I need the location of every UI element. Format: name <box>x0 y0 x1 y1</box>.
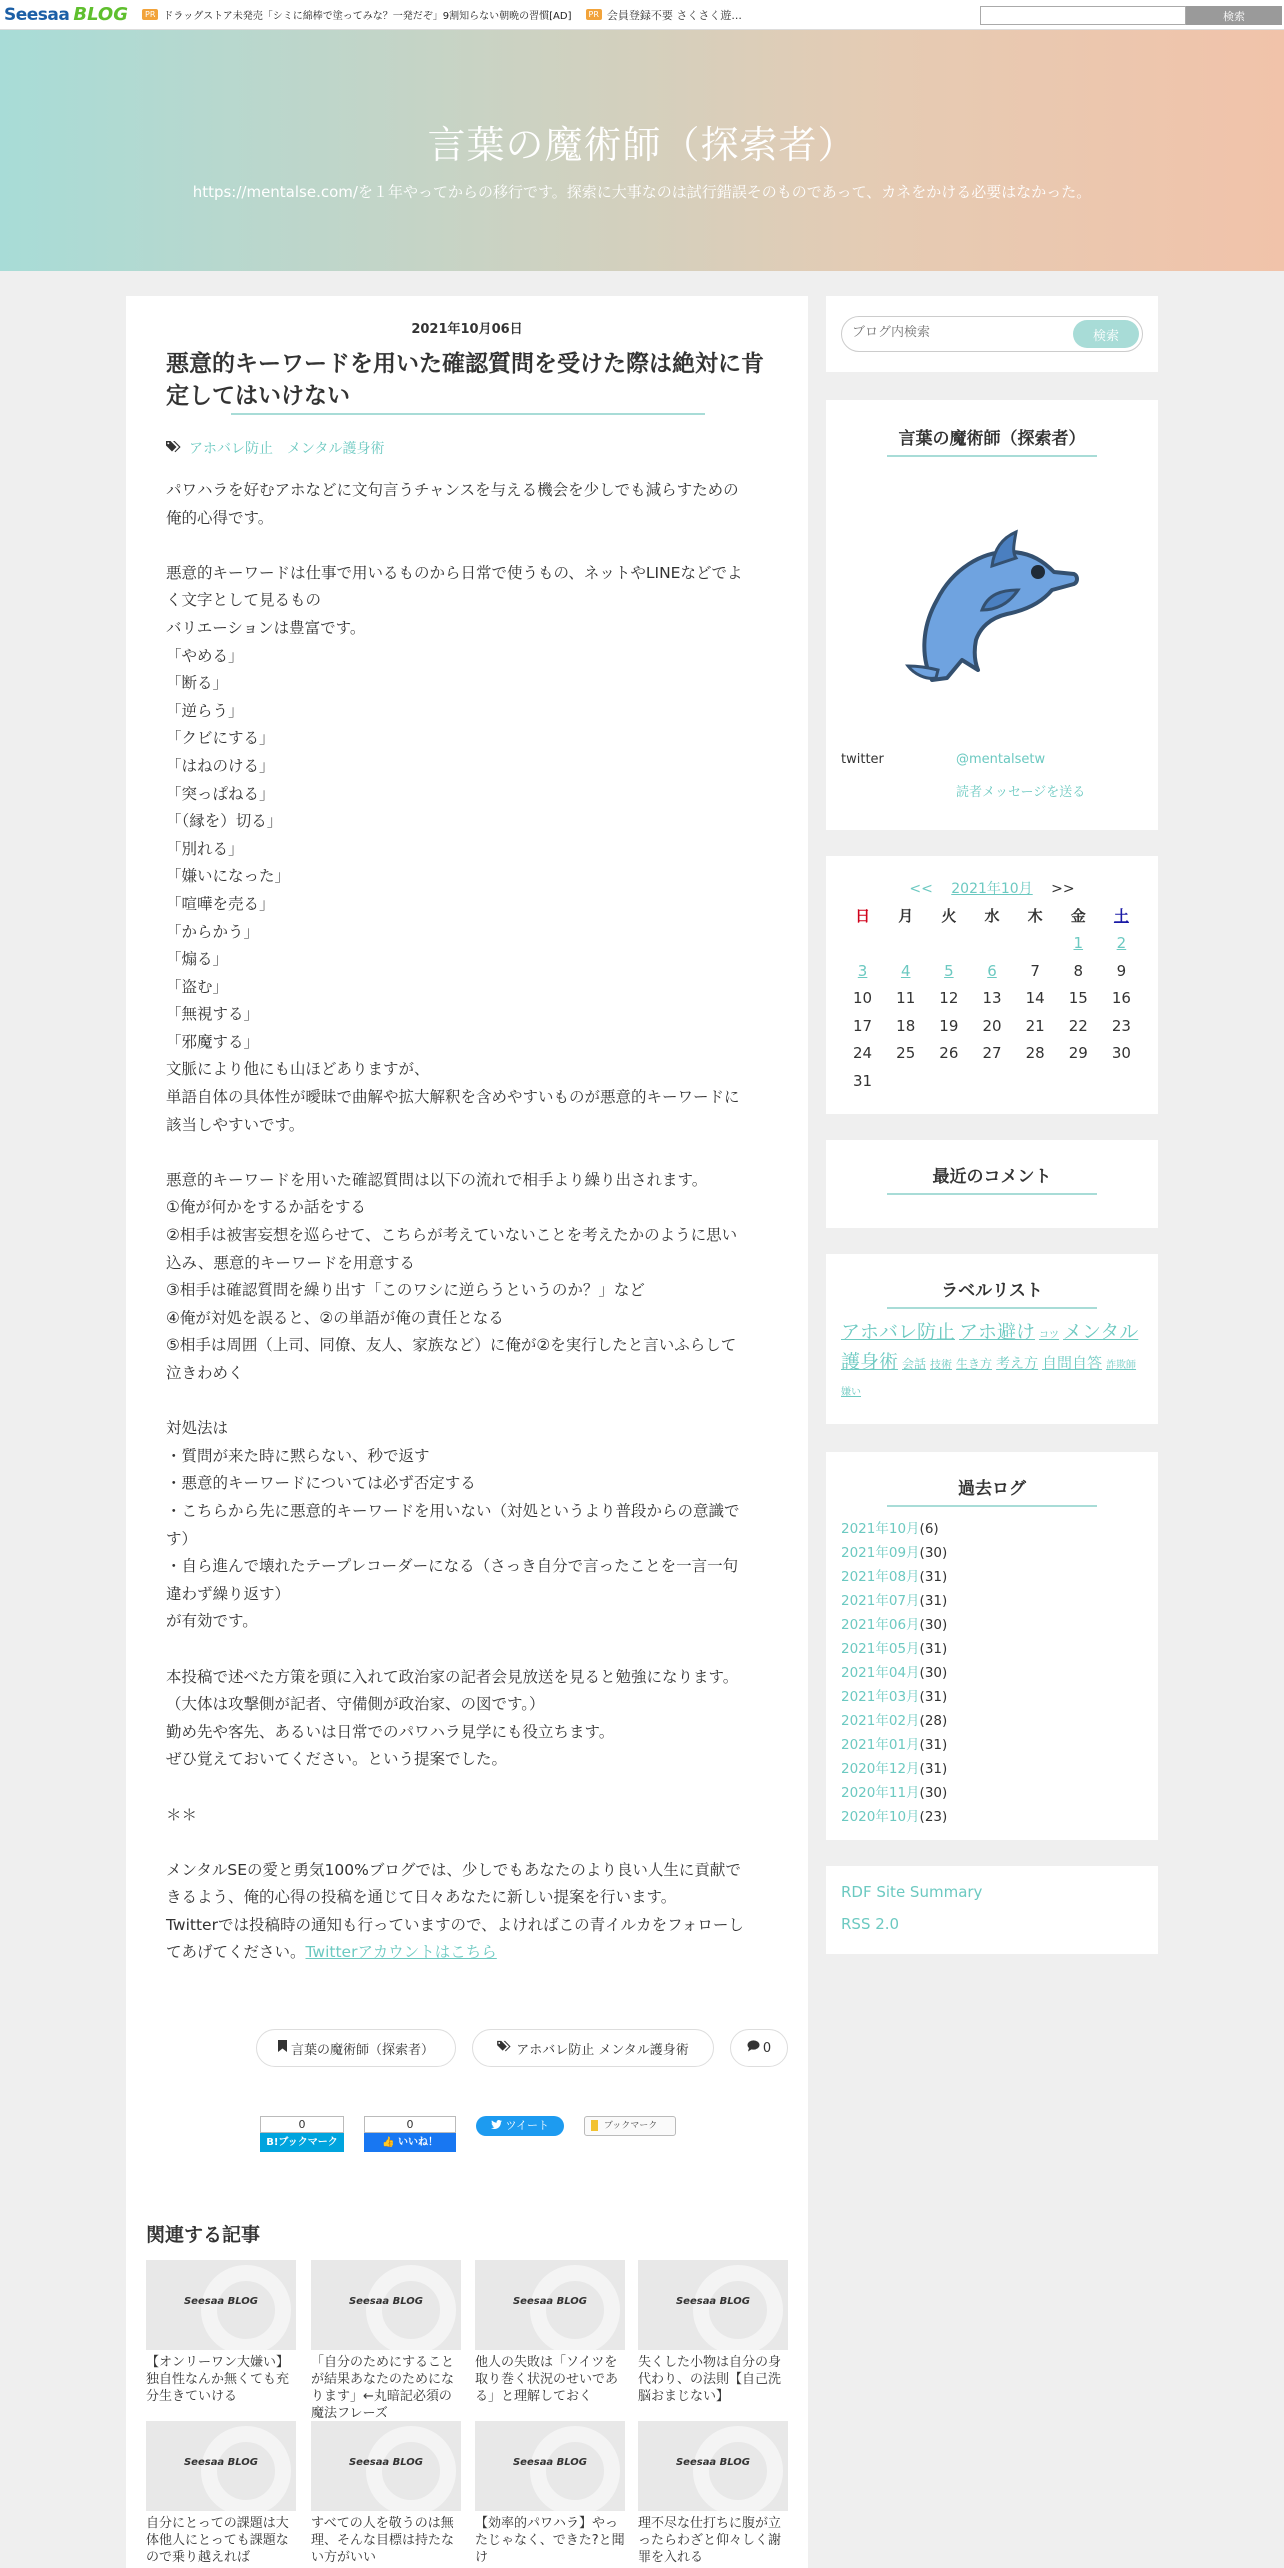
article-body-line: ぜひ覚えておいてください。という提案でした。 <box>166 1750 508 1769</box>
calendar-weekday: 火 <box>941 907 957 926</box>
archive-month-link[interactable]: 2021年03月 <box>841 1689 920 1705</box>
calendar-day: 13 <box>982 989 1002 1008</box>
thumbnail-ring-decoration <box>201 2265 291 2350</box>
label-cloud-link[interactable]: メンタル護身術 <box>841 1321 1139 1373</box>
label-list-underline <box>887 1307 1097 1309</box>
article-body-line: ・自ら進んで壊れたテープレコーダーになる（さっき自分で言ったことを一言一句 <box>166 1557 739 1576</box>
comment-icon <box>747 2040 760 2056</box>
sidebar-feeds <box>826 1866 1158 1954</box>
calendar-day: 19 <box>939 1016 959 1035</box>
archive-month-link[interactable]: 2021年07月 <box>841 1593 920 1609</box>
facebook-like-button[interactable] <box>364 2116 456 2152</box>
blog-description: https://mentalse.com/を１年やってからの移行です。探索に大事なのは試行錯誤そのものであって、カネをかける必要はなかった。 <box>192 183 1092 201</box>
thumbnail-ring-decoration <box>530 2426 620 2511</box>
related-article-thumbnail <box>146 2421 296 2511</box>
twitter-account-link[interactable]: Twitterアカウントはこちら <box>305 1943 497 1962</box>
related-article-card[interactable] <box>311 2260 461 2422</box>
related-article-card[interactable] <box>311 2421 461 2568</box>
article-body <box>166 477 776 1967</box>
archive-item <box>841 1661 1158 1685</box>
archive-month-link[interactable]: 2020年12月 <box>841 1761 920 1777</box>
thumbnail-ring-decoration <box>366 2426 456 2511</box>
article-body-line: 「煽る」 <box>166 950 229 969</box>
calendar-month-link[interactable]: 2021年10月 <box>951 881 1033 897</box>
article-body-last-line <box>166 1939 776 1967</box>
archive-underline <box>887 1505 1097 1507</box>
article-body-line: ・質問が来た時に黙らない、秒で返す <box>166 1446 430 1465</box>
article-body-line: ・悪意的キーワードについては必ず否定する <box>166 1474 476 1493</box>
label-cloud <box>826 1319 1158 1406</box>
bookmark-label: ブックマーク <box>603 2121 658 2131</box>
pr-badge: PR <box>586 9 602 20</box>
twitter-handle-link[interactable]: @mentalsetw <box>956 752 1046 767</box>
thumbnail-logo-text: Seesaa BLOG <box>512 2296 588 2307</box>
thumbnail-logo-text: Seesaa BLOG <box>348 2296 424 2307</box>
calendar-day: 17 <box>853 1016 873 1035</box>
twitter-label: twitter <box>841 752 884 767</box>
ad-text-2: 会員登録不要 さくさく遊... <box>606 8 742 22</box>
archive-item <box>841 1805 1158 1829</box>
article-body-line: 「断る」 <box>166 674 229 693</box>
calendar-weekday: 金 <box>1070 907 1086 926</box>
related-article-title: 【効率的パワハラ】やったじゃなく、できた?と聞け <box>475 2516 625 2565</box>
calendar-day: 10 <box>853 989 873 1008</box>
archive-count: (30) <box>919 1617 948 1633</box>
related-article-thumbnail <box>475 2421 625 2511</box>
calendar-day[interactable]: 3 <box>857 961 868 980</box>
archive-item <box>841 1757 1158 1781</box>
calendar-day: 29 <box>1068 1044 1088 1063</box>
calendar-day: 7 <box>1030 961 1040 980</box>
calendar-day: 9 <box>1116 961 1127 980</box>
calendar-day: 27 <box>982 1044 1002 1063</box>
article-body-line: 該当しやすいです。 <box>166 1115 305 1134</box>
top-search-button[interactable]: 検索 <box>1186 6 1282 25</box>
ad-link-2[interactable] <box>586 7 742 23</box>
related-article-card[interactable] <box>146 2421 296 2568</box>
label-cloud-link[interactable]: 会話 <box>902 1357 927 1371</box>
article-body-line: きるよう、俺的心得の投稿を通じて日々あなたに新しい提案を行います。 <box>166 1888 677 1907</box>
article-body-line: 「盗む」 <box>166 977 229 996</box>
archive-month-link[interactable]: 2020年10月 <box>841 1809 920 1825</box>
calendar-weekday: 日 <box>855 907 871 926</box>
calendar-empty-cell <box>1014 1067 1057 1095</box>
calendar-day: 16 <box>1111 989 1131 1008</box>
article-body-line: ④俺が対処を誤ると、②の単語が俺の責任となる <box>166 1308 504 1327</box>
article-body-line: 単語自体の具体性が曖昧で曲解や拡大解釈を含めやすいものが悪意的キーワードに <box>166 1088 740 1107</box>
related-article-thumbnail <box>311 2421 461 2511</box>
article-body-line: ⑤相手は周囲（上司、同僚、友人、家族など）に俺が②を実行したと言いふらして <box>166 1336 737 1355</box>
archive-count: (31) <box>919 1593 948 1609</box>
article-body-line: ②相手は被害妄想を巡らせて、こちらが考えていないことを考えたかのように思い <box>166 1226 738 1245</box>
article-body-line <box>166 532 776 560</box>
archive-count: (30) <box>919 1545 948 1561</box>
article-body-line: 「無視する」 <box>166 1005 260 1024</box>
related-article-title: すべての人を敬うのは無理、そんな目標は持たない方がいい <box>311 2516 455 2565</box>
hatena-count: 0 <box>260 2116 344 2133</box>
article-body-line: 文脈により他にも山ほどありますが、 <box>166 1060 430 1079</box>
thumbnail-ring-decoration <box>693 2265 783 2350</box>
calendar-day: 15 <box>1068 989 1088 1008</box>
pr-badge: PR <box>142 9 158 20</box>
calendar-weekday: 木 <box>1027 907 1043 926</box>
calendar-day: 23 <box>1111 1016 1131 1035</box>
article-body-line: 込み、悪意的キーワードを用意する <box>166 1253 415 1272</box>
article-body-line: 「別れる」 <box>166 839 244 858</box>
calendar-empty-cell <box>1100 1067 1143 1095</box>
article-body-line: 悪意的キーワードは仕事で用いるものから日常で使うもの、ネットやLINEなどでよ <box>166 563 743 582</box>
calendar-week-row <box>841 1040 1143 1068</box>
article-column <box>126 296 808 2568</box>
calendar-day: 21 <box>1025 1016 1045 1035</box>
thumbnail-logo-text: Seesaa BLOG <box>348 2457 424 2468</box>
calendar-day: 24 <box>853 1044 873 1063</box>
calendar-day: 31 <box>853 1071 873 1090</box>
article-body-line: ＊＊ <box>166 1805 198 1824</box>
calendar-day: 18 <box>896 1016 916 1035</box>
thumbnail-ring-decoration <box>201 2426 291 2511</box>
archive-title: 過去ログ <box>958 1479 1026 1499</box>
article-footer-pills <box>126 2029 808 2067</box>
related-article-card[interactable] <box>638 2421 788 2568</box>
article-body-line: す） <box>166 1529 198 1548</box>
comment-count: 0 <box>762 2040 772 2056</box>
article-body-line: パワハラを好むアホなどに文句言うチャンスを与える機会を少しでも減らすための <box>166 481 739 499</box>
article-body-line: 「からかう」 <box>166 922 260 941</box>
archive-month-link[interactable]: 2021年06月 <box>841 1617 920 1633</box>
article-body-line: 「突っぱねる」 <box>166 784 275 803</box>
calendar-day: 30 <box>1111 1044 1131 1063</box>
calendar-empty-cell <box>927 1067 970 1095</box>
comments-pill[interactable] <box>730 2029 788 2067</box>
archive-month-link[interactable]: 2021年08月 <box>841 1569 920 1585</box>
sidebar-calendar <box>826 856 1158 1114</box>
label-cloud-link[interactable]: 考え方 <box>996 1356 1039 1372</box>
sidebar-recent-comments <box>826 1140 1158 1228</box>
thumbnail-logo-text: Seesaa BLOG <box>183 2457 259 2468</box>
archive-list <box>826 1517 1158 1829</box>
share-buttons <box>126 2116 808 2156</box>
blog-search <box>841 316 1143 352</box>
archive-month-link[interactable]: 2021年04月 <box>841 1665 920 1681</box>
calendar-empty-cell <box>841 930 884 958</box>
hatena-bookmark-button[interactable] <box>260 2116 344 2152</box>
profile-title-underline <box>887 455 1097 457</box>
related-article-title: 理不尽な仕打ちに腹が立ったらわざと仰々しく謝罪を入れる <box>638 2516 782 2565</box>
archive-count: (28) <box>919 1713 948 1729</box>
related-articles-heading: 関連する記事 <box>146 2224 261 2246</box>
archive-month-link[interactable]: 2021年01月 <box>841 1737 920 1753</box>
calendar-nav <box>826 878 1158 898</box>
article-body-line <box>166 1829 776 1857</box>
blog-search-input[interactable] <box>852 325 1052 340</box>
label-cloud-link[interactable]: 自問自答 <box>1042 1354 1103 1372</box>
article-title[interactable]: 悪意的キーワードを用いた確認質問を受けた際は絶対に肯定してはいけない <box>166 351 764 409</box>
seesaa-blog-logo[interactable] <box>4 4 128 25</box>
calendar-day[interactable]: 5 <box>944 961 954 980</box>
calendar-day: 8 <box>1073 961 1084 980</box>
thumbs-up-icon: 👍 <box>382 2137 395 2148</box>
article-body-line: 俺的心得です。 <box>166 508 274 527</box>
tags-icon <box>166 440 182 457</box>
thumbnail-logo-text: Seesaa BLOG <box>512 2457 588 2468</box>
article-body-line: 対処法は <box>166 1419 229 1438</box>
label-link-ahobare[interactable]: アホバレ防止 <box>189 441 273 457</box>
author-name: 言葉の魔術師（探索者） <box>290 2042 434 2058</box>
article-body-line: 勤め先や客先、あるいは日常でのパワハラ見学にも役立ちます。 <box>166 1722 615 1741</box>
calendar-week-row <box>841 1012 1143 1040</box>
calendar-day: 12 <box>939 989 959 1008</box>
related-article-title: 【オンリーワン大嫌い】独自性なんか無くても充分生きていける <box>146 2355 290 2404</box>
archive-item <box>841 1709 1158 1733</box>
calendar-week-row <box>841 957 1143 985</box>
thumbnail-ring-decoration <box>530 2265 620 2350</box>
blog-header <box>0 30 1284 271</box>
article-body-line: （大体は攻撃側が記者、守備側が政治家、の図です。） <box>166 1695 545 1714</box>
archive-count: (6) <box>919 1521 939 1537</box>
article-body-line: 悪意的キーワードを用いた確認質問は以下の流れで相手より繰り出されます。 <box>166 1170 708 1189</box>
calendar-empty-cell <box>1057 1067 1100 1095</box>
recent-comments-underline <box>887 1193 1097 1195</box>
facebook-label: いいね！ <box>397 2137 438 2148</box>
archive-count: (31) <box>919 1689 948 1705</box>
article-body-line: が有効です。 <box>166 1612 258 1631</box>
archive-item <box>841 1733 1158 1757</box>
calendar-day: 20 <box>982 1016 1002 1035</box>
archive-month-link[interactable]: 2021年09月 <box>841 1545 920 1561</box>
calendar-day: 25 <box>896 1044 916 1063</box>
article-body-line: 「逆らう」 <box>166 701 244 720</box>
calendar-empty-cell <box>1014 930 1057 958</box>
blog-title[interactable]: 言葉の魔術師（探索者） <box>427 123 857 167</box>
calendar-day: 28 <box>1025 1044 1045 1063</box>
calendar-weekday-row <box>841 902 1143 930</box>
recent-comments-title: 最近のコメント <box>932 1167 1052 1187</box>
article-body-line <box>166 1774 776 1802</box>
sidebar-search-box <box>826 296 1158 372</box>
sidebar-label-list <box>826 1254 1158 1424</box>
dolphin-avatar-icon <box>892 510 1092 690</box>
article-body-line: く文字として見るもの <box>166 591 322 610</box>
label-cloud-link[interactable]: アホ避け <box>959 1321 1036 1343</box>
article-body-line <box>166 1139 776 1167</box>
archive-count: (31) <box>919 1641 948 1657</box>
logo-seesaa-text: Seesaa <box>4 5 70 25</box>
tweet-label: ツイート <box>505 2119 549 2132</box>
article-body-line: てあげてください。 <box>166 1943 306 1962</box>
reader-message-link[interactable]: 読者メッセージを送る <box>956 785 1086 800</box>
archive-count: (30) <box>919 1665 948 1681</box>
calendar-day[interactable]: 4 <box>900 961 911 980</box>
calendar-empty-cell <box>927 930 970 958</box>
calendar-empty-cell <box>970 1067 1013 1095</box>
calendar-empty-cell <box>970 930 1013 958</box>
sidebar-archive <box>826 1452 1158 1840</box>
related-article-thumbnail <box>638 2260 788 2350</box>
article-body-line: 違わず繰り返す） <box>166 1584 291 1603</box>
article-labels <box>166 438 398 458</box>
thumbnail-ring-decoration <box>693 2426 783 2511</box>
calendar-weekday: 月 <box>898 907 914 926</box>
archive-month-link[interactable]: 2021年05月 <box>841 1641 920 1657</box>
calendar-weekday: 土 <box>1113 907 1129 926</box>
profile-title: 言葉の魔術師（探索者） <box>898 429 1086 449</box>
thumbnail-ring-decoration <box>366 2265 456 2350</box>
thumbnail-logo-text: Seesaa BLOG <box>183 2296 259 2307</box>
archive-item <box>841 1637 1158 1661</box>
article-body-line: 「クビにする」 <box>166 729 275 748</box>
archive-count: (31) <box>919 1737 948 1753</box>
archive-item <box>841 1541 1158 1565</box>
archive-month-link[interactable]: 2021年10月 <box>841 1521 920 1537</box>
related-article-thumbnail <box>638 2421 788 2511</box>
archive-item <box>841 1565 1158 1589</box>
calendar-next-link[interactable]: >> <box>1051 881 1075 897</box>
calendar-empty-cell <box>884 1067 927 1095</box>
article-body-line: 「（縁を）切る」 <box>166 812 283 831</box>
archive-item <box>841 1517 1158 1541</box>
archive-item <box>841 1685 1158 1709</box>
labels-pill-text: アホバレ防止 メンタル護身術 <box>516 2042 689 2058</box>
logo-blog-text: BLOG <box>73 4 128 25</box>
archive-item <box>841 1589 1158 1613</box>
related-article-card[interactable] <box>475 2421 625 2568</box>
calendar-day: 26 <box>939 1044 959 1063</box>
article-body-line: 本投稿で述べた方策を頭に入れて政治家の記者会見放送を見ると勉強になります。 <box>166 1667 739 1686</box>
author-pill[interactable] <box>256 2029 456 2067</box>
label-cloud-link[interactable]: 詐欺師嫌い <box>841 1360 1137 1398</box>
tags-icon <box>497 2040 512 2056</box>
thumbnail-logo-text: Seesaa BLOG <box>675 2457 751 2468</box>
archive-count: (31) <box>919 1761 948 1777</box>
article-date: 2021年10月06日 <box>411 322 523 337</box>
related-article-thumbnail <box>311 2260 461 2350</box>
thumbnail-logo-text: Seesaa BLOG <box>675 2296 751 2307</box>
calendar-prev-link[interactable]: << <box>909 881 933 897</box>
calendar-day[interactable]: 1 <box>1073 934 1084 953</box>
calendar-day[interactable]: 2 <box>1116 934 1127 953</box>
calendar-week-row <box>841 1067 1143 1095</box>
hatena-label: B!ブックマーク <box>260 2133 344 2152</box>
calendar-day: 11 <box>896 989 916 1008</box>
ad-text-1: ドラッグストア未発売「シミに綿棒で塗ってみな？一発だぞ」9割知らない朝晩の習慣[AD] <box>163 11 572 22</box>
archive-item <box>841 1613 1158 1637</box>
related-article-thumbnail <box>146 2260 296 2350</box>
blog-search-button[interactable]: 検索 <box>1073 320 1139 348</box>
label-cloud-link[interactable]: アホバレ防止 <box>841 1321 956 1343</box>
label-cloud-link[interactable]: 技術 <box>930 1358 953 1371</box>
article-body-line: 泣きわめく <box>166 1364 244 1382</box>
pocket-bookmark-button[interactable] <box>584 2116 676 2136</box>
title-underline <box>231 413 705 415</box>
facebook-count: 0 <box>364 2116 456 2133</box>
related-article-title: 他人の失敗は「ソイツを取り巻く状況のせいである」と理解しておく <box>475 2355 619 2404</box>
top-search-input[interactable] <box>980 6 1186 25</box>
related-article-card[interactable] <box>146 2260 296 2422</box>
tweet-button[interactable] <box>476 2116 564 2136</box>
article-body-line: メンタルSEの愛と勇気100%ブログでは、少しでもあなたのより良い人生に貢献で <box>166 1860 741 1879</box>
article-body-line: 「喧嘩を売る」 <box>166 894 275 913</box>
label-list-title: ラベルリスト <box>941 1281 1043 1301</box>
calendar-day[interactable]: 6 <box>987 961 997 980</box>
calendar-week-row <box>841 930 1143 958</box>
article-body-line: 「はねのける」 <box>166 756 275 775</box>
article-body-line: 「やめる」 <box>166 646 244 665</box>
article-body-line: 「嫌いになった」 <box>166 867 291 886</box>
labels-pill[interactable] <box>472 2029 714 2067</box>
label-cloud-link[interactable]: コツ <box>1039 1330 1060 1341</box>
calendar-week-row <box>841 985 1143 1013</box>
archive-count: (31) <box>919 1569 948 1585</box>
related-article-card[interactable] <box>475 2260 625 2422</box>
related-article-title: 失くした小物は自分の身代わり、の法則【自己洗脳おまじない】 <box>638 2355 782 2404</box>
article-body-line: バリエーションは豊富です。 <box>166 618 366 637</box>
twitter-bird-icon <box>491 2119 506 2132</box>
article-body-line: Twitterでは投稿時の通知も行っていますので、よければこの青イルカをフォローし <box>166 1915 744 1934</box>
ad-link-1[interactable] <box>142 7 572 22</box>
archive-count: (30) <box>919 1785 948 1801</box>
article-body-line <box>166 1636 776 1664</box>
calendar-day: 22 <box>1068 1016 1088 1035</box>
calendar-day: 14 <box>1025 989 1045 1008</box>
bookmark-flag-icon <box>591 2120 598 2131</box>
related-article-card[interactable] <box>638 2260 788 2422</box>
related-article-thumbnail <box>475 2260 625 2350</box>
rdf-link[interactable]: RDF Site Summary <box>841 1883 983 1901</box>
archive-count: (23) <box>919 1809 948 1825</box>
top-search <box>980 6 1282 25</box>
label-cloud-link[interactable]: 生き方 <box>956 1357 993 1371</box>
related-article-title: 自分にとっての課題は大体他人にとっても課題なので乗り越えれば <box>146 2516 289 2565</box>
article-body-line: ③相手は確認質問を繰り出す「このワシに逆らうというのか？」など <box>166 1281 645 1300</box>
seesaa-top-bar <box>0 0 1284 30</box>
bookmark-icon <box>278 2040 287 2056</box>
related-article-title: 「自分のためにすることが結果あなたのためになります」←丸暗記必須の魔法フレーズ <box>311 2355 455 2421</box>
sidebar-profile <box>826 400 1158 830</box>
calendar-weekday: 水 <box>984 907 1000 926</box>
archive-month-link[interactable]: 2021年02月 <box>841 1713 920 1729</box>
label-link-mental[interactable]: メンタル護身術 <box>287 441 385 457</box>
rss-link[interactable]: RSS 2.0 <box>841 1915 900 1933</box>
calendar-table <box>841 902 1143 1095</box>
article-body-line: ①俺が何かをするか話をする <box>166 1198 366 1217</box>
article-body-line: ・こちらから先に悪意的キーワードを用いない（対処というより普段からの意識で <box>166 1501 740 1520</box>
archive-month-link[interactable]: 2020年11月 <box>841 1785 920 1801</box>
article-body-line <box>166 1388 776 1416</box>
article-body-line: 「邪魔する」 <box>166 1032 260 1051</box>
archive-item <box>841 1781 1158 1805</box>
calendar-empty-cell <box>884 930 927 958</box>
